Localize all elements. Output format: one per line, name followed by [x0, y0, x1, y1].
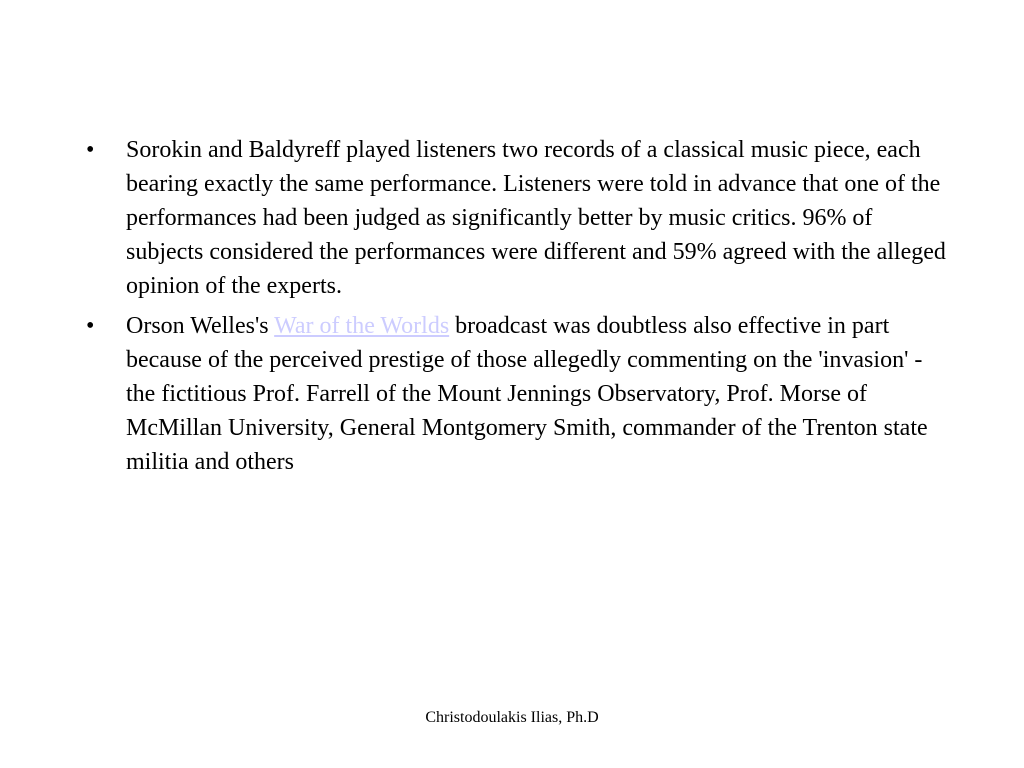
- bullet-item-welles: [86, 309, 946, 479]
- war-of-the-worlds-link[interactable]: War of the Worlds: [274, 313, 450, 339]
- bullet-marker: •: [86, 313, 95, 339]
- bullet-text-before: Orson Welles's: [126, 313, 275, 339]
- slide-body: [86, 133, 946, 485]
- footer-author: Christodoulakis Ilias, Ph.D: [425, 709, 599, 726]
- bullet-item-sorokin: [86, 133, 946, 303]
- bullet-list: [86, 133, 946, 479]
- bullet-marker: •: [86, 137, 95, 163]
- bullet-text: Sorokin and Baldyreff played listeners two records of a classical music piece, each bearing exactly the same performance. Listeners were told in advance that one of the performances had been judged as significantly better by music critics. 96% of subjects considered the performances were different and 59% agreed with the alleged opinion of the experts.: [126, 137, 946, 299]
- bullet-text-after: broadcast was doubtless also effective in part because of the perceived prestige of those allegedly commenting on the 'invasion' - the fictitious Prof. Farrell of the Mount Jennings Observatory, Prof. Morse of McMillan University, General Montgomery Smith, commander of the Trenton state militia and others: [126, 313, 928, 475]
